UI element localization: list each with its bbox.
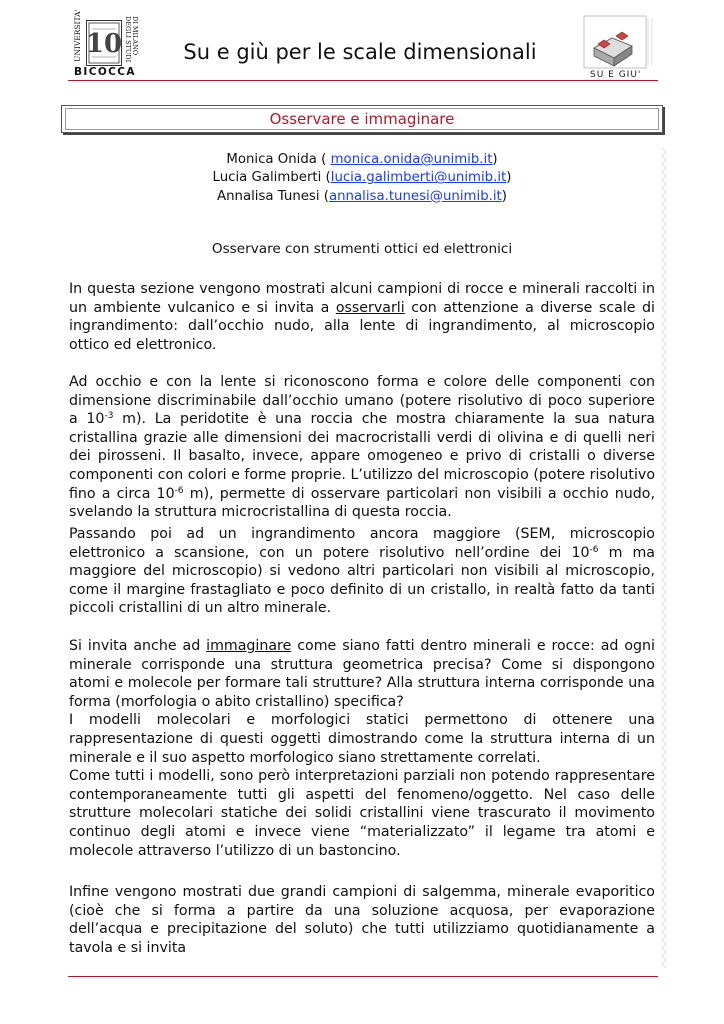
author-name: Annalisa Tunesi	[217, 188, 320, 204]
svg-text:DI MILANO: DI MILANO	[131, 16, 139, 56]
author-name: Monica Onida	[226, 152, 317, 167]
paragraph-4: Si invita anche ad immaginare come siano fatti dentro minerali e rocce: ad ogni minerale corrisponde una struttura geometrica precisa? Come si dispongono atomi e molecole per formare tali strutture? Alla struttura interna corrisponde una forma (morfologia o abito cristallino) specifica? I modelli molecolari e morfologici statici permettono di ottenere una rappresentazione di questi oggetti dimostrando come la struttura interna di un minerale e il suo aspetto morfologico siano strettamente correlati. Come tutti i modelli, sono però interpretazioni parziali non potendo rappresentare contemporaneamente tutti gli aspetti del fenomeno/oggetto. Nel caso delle strutture molecolari statiche dei solidi cristallini viene trascurato il movimento continuo degli atomi e invece viene “materializzato” il legame tra atomi e molecole attraverso l’utilizzo di un bastoncino.	[69, 638, 655, 859]
section-header-box	[61, 105, 663, 133]
author-line: Annalisa Tunesi (annalisa.tunesi@unimib.it)	[217, 188, 507, 204]
underlined-term: osservarli	[335, 299, 405, 316]
paragraph-5: I modelli molecolari e morfologici statici permettono di ottenere una rappresentazione di questi oggetti dimostrando come la struttura interna di un minerale e il suo aspetto morfologico siano strettamente correlati.	[69, 712, 655, 766]
project-logo	[582, 14, 660, 82]
page-title: Su e giù per le scale dimensionali	[183, 40, 537, 64]
section-title: Osservare e immaginare	[269, 110, 455, 128]
author-line: Monica Onida ( monica.onida@unimib.it)	[226, 152, 498, 167]
underlined-term: immaginare	[206, 638, 292, 654]
paragraph-3: Passando poi ad un ingrandimento ancora maggiore (SEM, microscopio elettronico a scansione, con un potere risolutivo nell’ordine dei $10^{-6}$ m ma maggiore del microscopio) si vedono altri particolari non visibili al microscopio, come il margine frastagliato e poco definito di un cristallo, in realtà fatto da tanti piccoli cristallini di un altro minerale.	[69, 526, 655, 617]
svg-text:UNIVERSITA': UNIVERSITA'	[73, 9, 82, 62]
university-logo	[70, 9, 139, 78]
logo-vertical-right-text	[122, 14, 139, 64]
logo-bicocca-text: BICOCCA	[74, 66, 136, 78]
paragraph-1: In questa sezione vengono mostrati alcuni campioni di rocce e minerali raccolti in un ambiente vulcanico e si invita a osservarli con attenzione a diverse scale di ingrandimento: dall’occhio nudo, alla lente di ingrandimento, al microscopio ottico ed elettronico.	[69, 281, 655, 353]
author-email-link[interactable]: monica.onida@unimib.it	[330, 152, 493, 167]
footer-divider	[68, 976, 658, 977]
svg-text:10: 10	[85, 29, 123, 59]
author-line: Lucia Galimberti (lucia.galimberti@unimib.it)	[212, 170, 512, 186]
paragraph-6: Come tutti i modelli, sono però interpretazioni parziali non potendo rappresentare contemporaneamente tutti gli aspetti del fenomeno/oggetto. Nel caso delle strutture molecolari statiche dei solidi cristallini viene trascurato il movimento continuo degli atomi e invece viene “materializzato” il legame tra atomi e molecole attraverso l’utilizzo di un bastoncino.	[69, 768, 655, 859]
header-divider	[68, 80, 658, 81]
author-email-link[interactable]: lucia.galimberti@unimib.it	[330, 170, 507, 186]
authors-block	[0, 151, 724, 206]
logo-emblem	[86, 20, 122, 66]
svg-text:DEGLI STUDI: DEGLI STUDI	[124, 16, 132, 63]
staircase-icon	[582, 14, 660, 70]
project-logo-label: SU E GIU'	[590, 70, 642, 80]
author-email-link[interactable]: annalisa.tunesi@unimib.it	[328, 188, 502, 204]
paragraph-7: Infine vengono mostrati due grandi campioni di salgemma, minerale evaporitico (cioè che si forma a partire da una soluzione acquosa, per evaporazione dell’acqua e precipitazione del soluto) che tutti utilizziamo quotidianamente a tavola e si invita	[69, 884, 655, 956]
logo-emblem-icon	[87, 21, 121, 65]
subheading: Osservare con strumenti ottici ed elettronici	[211, 241, 513, 257]
decorative-border	[660, 148, 668, 968]
paragraph-2: Ad occhio e con la lente si riconoscono forma e colore delle componenti con dimensione discriminabile dall’occhio umano (potere risolutivo di poco superiore a $10^{-3}$ m). La peridotite è una roccia che mostra chiaramente la sua natura cristallina grazie alle dimensioni dei macrocristalli verdi di olivina e di quelli neri dei pirosseni. Il basalto, invece, appare omogeneo e privo di cristalli o diverse componenti con colori e forme proprie. L’utilizzo del microscopio (potere risolutivo fino a circa $10^{-6}$ m), permette di osservare particolari non visibili a occhio nudo, svelando la struttura microcristallina di questa roccia.	[69, 374, 656, 521]
logo-vertical-left-text	[70, 9, 84, 64]
author-name: Lucia Galimberti	[212, 170, 322, 186]
